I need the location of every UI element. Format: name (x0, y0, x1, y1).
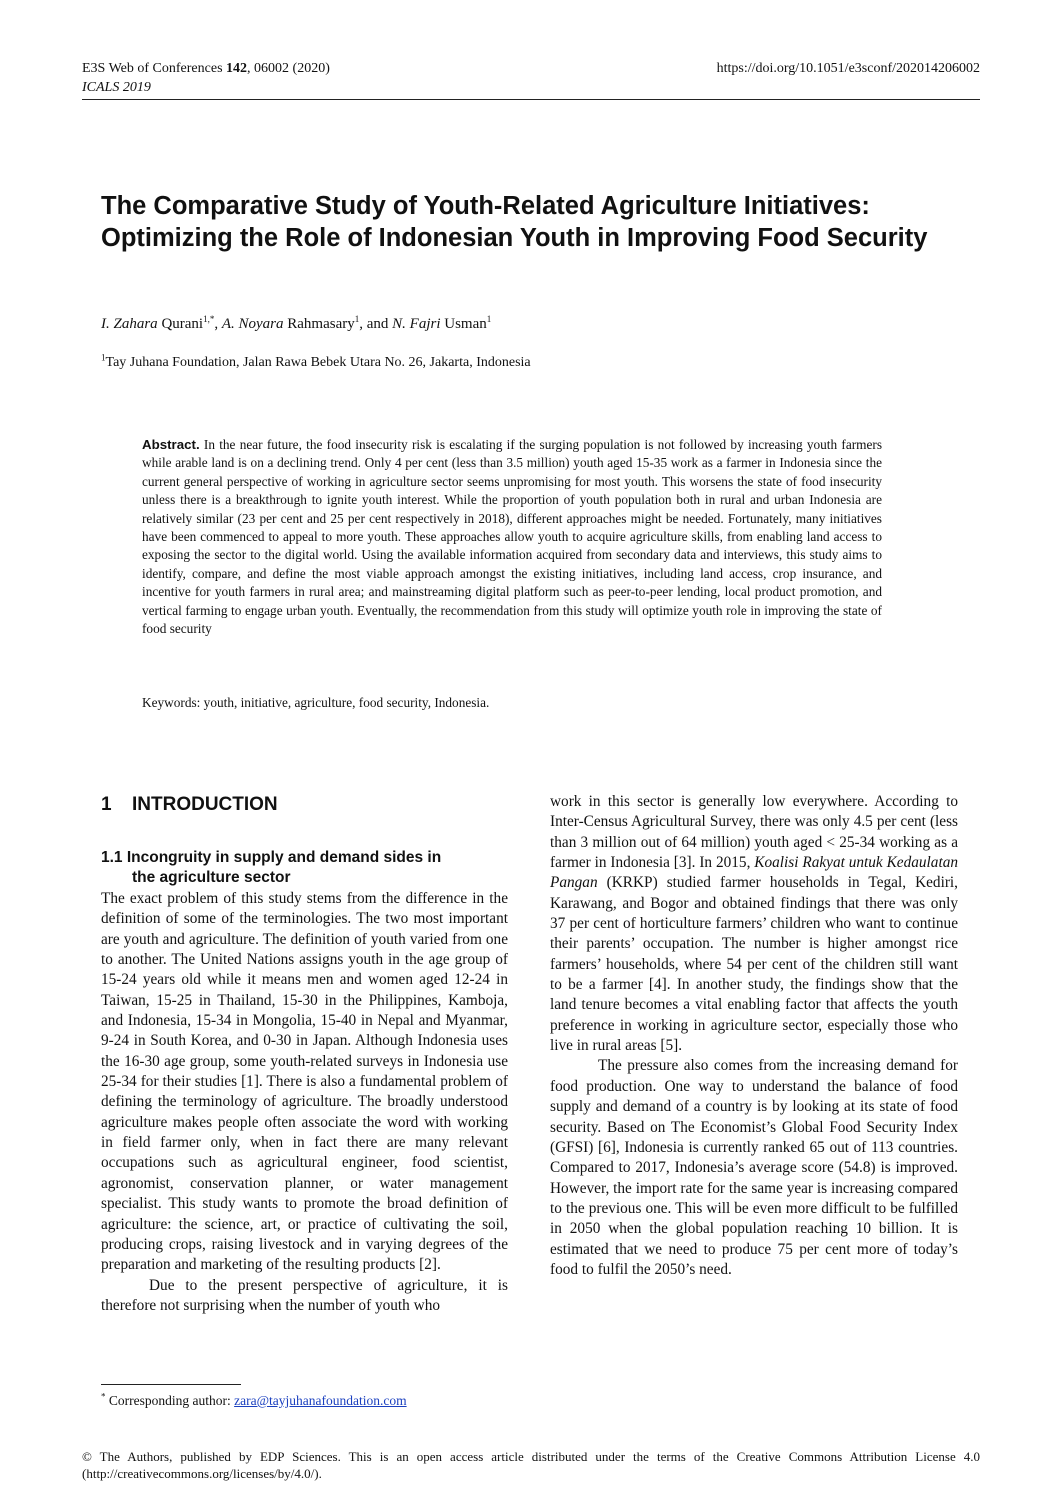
author-list: I. Zahara Qurani$^{1,*}$, A. Noyara Rahmasary$^1$, and N. Fajri Usman$^1$ (101, 314, 492, 332)
abstract (142, 436, 882, 638)
corresponding-author-footnote: * Corresponding author: zara@tayjuhanafoundation.com (101, 1391, 407, 1408)
abstract-text: In the near future, the food insecurity risk is escalating if the surging population is not followed by increasing youth farmers while arable land is on a declining trend. Only 4 per cent (less than 3.5 million) youth aged 15-35 work as a farmer in Indonesia since the current general perspective of working in agriculture sector seems unpromising for most youth. This worsens the state of food insecurity unless there is a breakthrough to ignite youth interest. While the proportion of youth population both in rural and urban Indonesia are relatively similar (23 per cent and 25 per cent respectively in 2018), different approaches might be needed. Fortunately, many initiatives have been commenced to appeal to more youth. These approaches allow youth to acquire agriculture skills, from enabling land access to exposing the sector to the digital world. Using the available information acquired from secondary data and interviews, this study aims to identify, compare, and define the most viable approach amongst the existing initiatives, including land access, crop insurance, and incentive for youth farmers in rural area; and mainstreaming digital platform such as peer-to-peer lending, local product promotion, and vertical farming to engage urban youth. Eventually, the recommendation from this study will optimize youth role in improving the state of food security (142, 437, 882, 637)
license-notice: © The Authors, published by EDP Sciences. This is an open access article distributed under the terms of the Creative Commons Attribution License 4.0 (http://creativecommons.org/licenses/by/4.0/). (82, 1449, 980, 1481)
conference-name: ICALS 2019 (82, 80, 151, 95)
doi-link[interactable]: https://doi.org/10.1051/e3sconf/202014206002 (716, 61, 980, 76)
right-column (550, 792, 958, 1280)
journal-citation: E3S Web of Conferences 142, 06002 (2020) (82, 61, 330, 76)
volume-number: 142 (226, 61, 248, 76)
section-heading-introduction: 1 INTRODUCTION (101, 794, 278, 815)
paragraph: work in this sector is generally low everywhere. According to Inter-Census Agricultural Survey, there was only 4.5 per cent (less than 3 million out of 64 million) youth aged < 25-34 working as a farmer in Indonesia [3]. In 2015, Koalisi Rakyat untuk Kedaulatan Pangan (KRKP) studied farmer households in Tegal, Kediri, Karawang, and Bogor and obtained findings that there was only 37 per cent of horticulture farmers’ children who want to continue their parents’ occupation. The number is higher amongst rice farmers’ households, where 54 per cent of the children still want to be a farmer [4]. In another study, the findings show that the land tenure becomes a vital enabling factor that affects the youth preference in working in agriculture sector, especially those who live in rural areas [5]. (550, 793, 958, 1055)
author-email-link[interactable]: zara@tayjuhanafoundation.com (234, 1393, 407, 1408)
paper-title: The Comparative Study of Youth-Related Agriculture Initiatives: Optimizing the Role of Indonesian Youth in Improving Food Security (101, 192, 928, 252)
affiliation: $^1$Tay Juhana Foundation, Jalan Rawa Bebek Utara No. 26, Jakarta, Indonesia (101, 352, 531, 370)
paragraph: The exact problem of this study stems from the difference in the definition of some of the terminologies. The two most important are youth and agriculture. The definition of youth varied from one to another. The United Nations assigns youth in the age group of 15-24 years old while it means men and women aged 12-24 in Taiwan, 15-25 in Thailand, 15-30 in the Philippines, Kamboja, and Indonesia, 15-34 in Mongolia, 15-40 in Nepal and Myanmar, 9-24 in South Korea, and 0-30 in Japan. Although Indonesia uses the 16-30 age group, some youth-related surveys in Indonesia use 25-34 for their studies [1]. There is also a fundamental problem of defining the terminology of agriculture. The broadly understood agriculture makes people often associate the word with working in field farmer only, when in fact there are many relevant occupations such as agricultural engineer, food scientist, agronomist, conservation planner, or water management specialist. This study wants to promote the broad definition of agriculture: the science, art, or practice of cultivating the soil, producing crops, raising livestock and in varying degrees of the preparation and marketing of the resulting products [2]. (101, 890, 508, 1274)
keywords: Keywords: youth, initiative, agriculture, food security, Indonesia. (142, 695, 490, 710)
paragraph: The pressure also comes from the increasing demand for food production. One way to understand the balance of food supply and demand of a country is by looking at its state of food security. Based on The Economist’s Global Food Security Index (GFSI) [6], Indonesia is currently ranked 65 out of 113 countries. Compared to 2017, Indonesia’s average score (54.8) is improved. However, the import rate for the same year is increasing compared to the previous one. This will be even more difficult to be fulfilled in 2050 when the global population reaching 10 billion. It is estimated that we need to produce 75 per cent more of today’s food to fulfil the 2050’s need. (550, 1057, 958, 1278)
header-rule (82, 99, 980, 100)
paragraph: Due to the present perspective of agriculture, it is therefore not surprising when the number of youth who (101, 1276, 508, 1314)
abstract-label: Abstract. (142, 437, 200, 452)
left-column (101, 889, 508, 1316)
footnote-rule (101, 1384, 241, 1385)
subsection-heading: 1.1 Incongruity in supply and demand sides in the agriculture sector (101, 849, 442, 886)
